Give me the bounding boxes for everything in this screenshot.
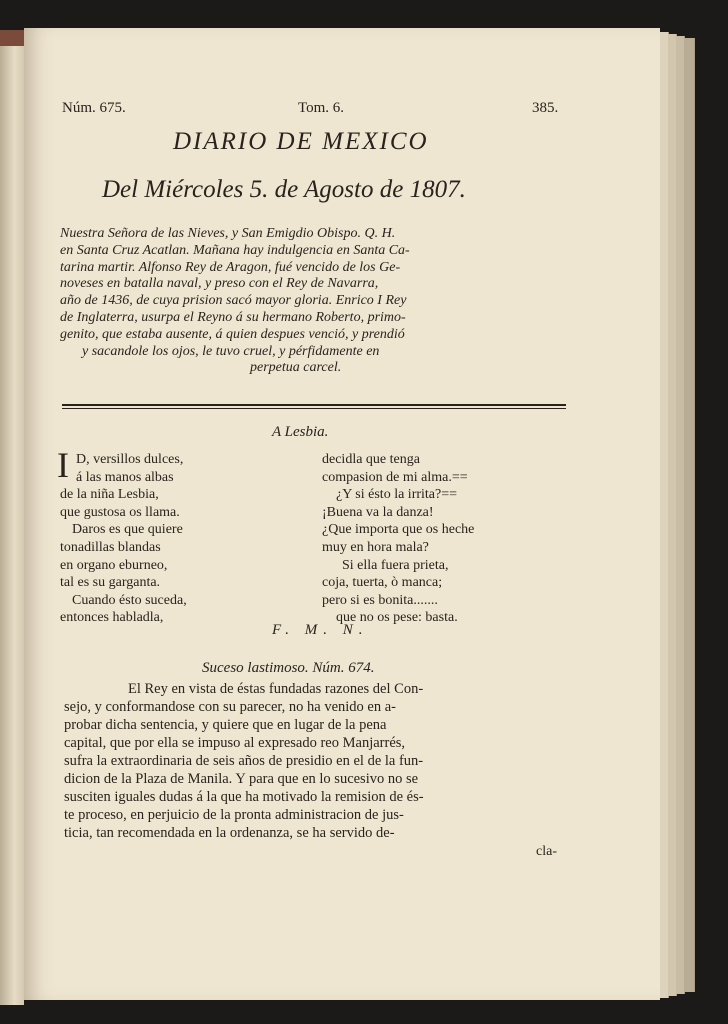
poem-signature: F. M. N. (272, 622, 369, 638)
drop-cap: I (57, 445, 69, 485)
article-body (64, 680, 424, 842)
newspaper-title: DIARIO DE MEXICO (173, 128, 429, 155)
poem-verse: tonadillas blandas (60, 539, 161, 555)
intro-line: tarina martir. Alfonso Rey de Aragon, fué vencido de los Ge- (60, 259, 401, 275)
article-line: sejo, y conformandose con su parecer, no ha venido en a- (64, 699, 396, 715)
section-divider (62, 404, 566, 406)
poem-verse: Si ella fuera prieta, (342, 557, 449, 573)
poem-verse: D, versillos dulces, (76, 452, 184, 467)
article-line: probar dicha sentencia, y quiere que en lugar de la pena (64, 717, 387, 733)
intro-line: perpetua carcel. (250, 360, 342, 376)
poem-verse: muy en hora mala? (322, 539, 429, 555)
intro-line: año de 1436, de cuya prision sacó mayor gloria. Enrico I Rey (60, 293, 407, 309)
section-divider-thin (62, 408, 566, 409)
poem-verse: que no os pese: basta. (336, 610, 458, 626)
poem-column-left (60, 451, 187, 627)
poem-verse: de la niña Lesbia, (60, 487, 159, 503)
intro-line: noveses en batalla naval, y preso con el Rey de Navarra, (60, 276, 379, 292)
poem-verse: tal es su garganta. (60, 575, 161, 591)
article-line: susciten iguales dudas á la que ha motivado la remision de és- (64, 789, 424, 805)
page-number: 385. (532, 100, 559, 116)
poem-verse: á las manos albas (76, 469, 174, 485)
article-line: te proceso, en perjuicio de la pronta administracion de jus- (64, 807, 404, 823)
poem-verse: en organo eburneo, (60, 557, 168, 573)
poem-column-right (322, 451, 474, 627)
poem-verse: Daros es que quiere (72, 522, 183, 538)
intro-line: Nuestra Señora de las Nieves, y San Emigdio Obispo. Q. H. (60, 226, 396, 241)
poem-verse: compasion de mi alma.== (322, 469, 468, 485)
article-line: dicion de la Plaza de Manila. Y para que en lo sucesivo no se (64, 771, 419, 787)
poem-verse: decidla que tenga (322, 452, 420, 467)
page-stack-edge (684, 38, 695, 992)
poem-verse: entonces habladla, (60, 610, 164, 626)
book-binding-edge (0, 30, 26, 46)
facing-page-edge (0, 30, 24, 1005)
poem-verse: Cuando ésto suceda, (72, 592, 187, 608)
article-line: capital, que por ella se impuso al expresado reo Manjarrés, (64, 735, 406, 751)
intro-line: de Inglaterra, usurpa el Reyno á su hermano Roberto, primo- (60, 309, 406, 325)
poem-verse: ¿Que importa que os heche (322, 522, 475, 538)
poem-verse: pero si es bonita....... (322, 592, 438, 608)
article-line: El Rey en vista de éstas fundadas razones del Con- (128, 681, 424, 697)
issue-number: Núm. 675. (62, 100, 126, 116)
poem-title: A Lesbia. (272, 424, 329, 440)
intro-line: y sacandole los ojos, le tuvo cruel, y pérfidamente en (82, 343, 380, 359)
intro-line: genito, que estaba ausente, á quien despues venció, y prendió (60, 326, 405, 342)
volume-number: Tom. 6. (298, 100, 345, 116)
issue-date: Del Miércoles 5. de Agosto de 1807. (102, 176, 466, 203)
poem-verse: ¡Buena va la danza! (322, 504, 434, 520)
saints-of-the-day-paragraph (60, 226, 550, 377)
article-title: Suceso lastimoso. Núm. 674. (202, 660, 375, 676)
poem-verse: coja, tuerta, ò manca; (322, 575, 443, 591)
catchword: cla- (536, 844, 557, 859)
poem-verse: ¿Y si ésto la irrita?== (336, 487, 458, 503)
article-line: ticia, tan recomendada en la ordenanza, se ha servido de- (64, 825, 395, 841)
article-line: sufra la extraordinaria de seis años de presidio en el de la fun- (64, 753, 424, 769)
intro-line: en Santa Cruz Acatlan. Mañana hay indulgencia en Santa Ca- (60, 242, 410, 258)
poem-verse: que gustosa os llama. (60, 504, 180, 520)
